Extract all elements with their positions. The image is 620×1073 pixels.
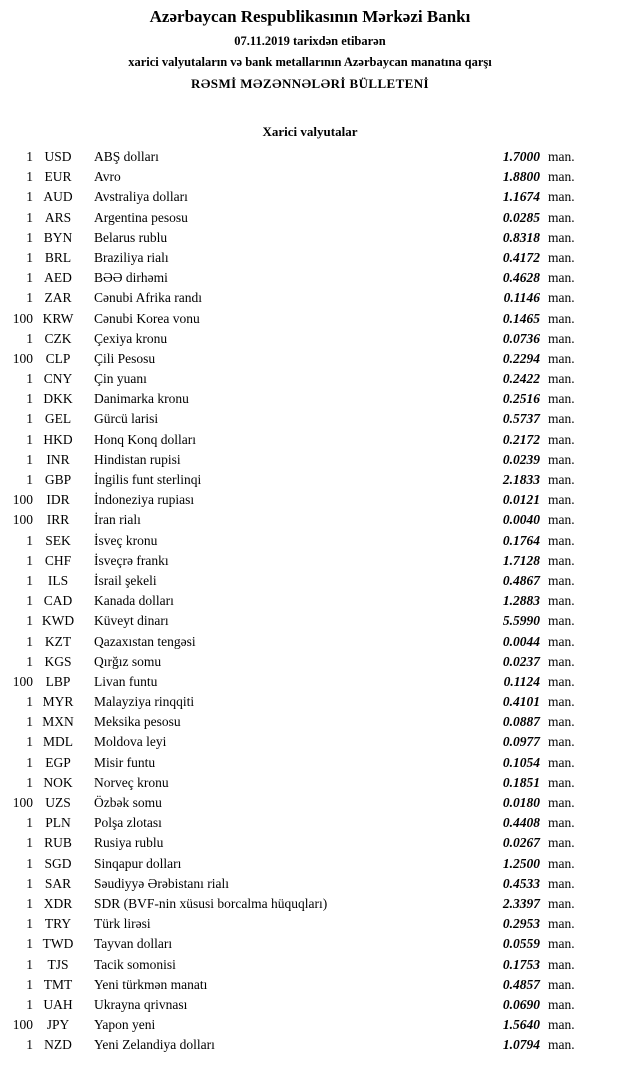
- rate-name: Hindistan rupisi: [94, 451, 181, 467]
- rate-code: DKK: [43, 391, 73, 407]
- bulletin-title: RƏSMİ MƏZƏNNƏLƏRİ BÜLLETENİ: [191, 76, 429, 91]
- rate-unit: man.: [548, 936, 575, 952]
- rate-qty: 1: [26, 916, 33, 932]
- rate-row: [10, 208, 582, 228]
- rate-row: [10, 309, 582, 329]
- rate-row: [10, 187, 582, 207]
- rate-qty: 1: [26, 371, 33, 387]
- rate-row: [10, 975, 582, 995]
- rate-unit: man.: [548, 532, 575, 548]
- rate-qty: 1: [26, 290, 33, 306]
- rate-name: İsrail şekeli: [94, 572, 157, 588]
- rate-value: 0.2172: [502, 431, 540, 447]
- rate-value: 0.1054: [502, 754, 540, 770]
- rate-value: 0.1753: [502, 956, 540, 972]
- rate-unit: man.: [548, 209, 575, 225]
- rate-value: 1.8800: [502, 169, 540, 185]
- rate-value: 1.5640: [502, 1017, 540, 1033]
- rate-code: BYN: [43, 229, 73, 245]
- rate-row: [10, 470, 582, 490]
- rate-code: IRR: [46, 512, 70, 528]
- rate-row: [10, 652, 582, 672]
- rate-code: XDR: [43, 895, 73, 911]
- rate-value: 0.4857: [502, 976, 540, 992]
- rate-name: Polşa zlotası: [94, 815, 162, 831]
- rate-value: 0.4867: [502, 572, 540, 588]
- rate-value: 0.0237: [502, 653, 540, 669]
- rate-unit: man.: [548, 916, 575, 932]
- rate-qty: 100: [12, 512, 33, 528]
- rate-code: KZT: [44, 633, 72, 649]
- rate-unit: man.: [548, 855, 575, 871]
- rate-qty: 1: [26, 270, 33, 286]
- rate-code: ARS: [44, 209, 72, 225]
- rate-row: [10, 490, 582, 510]
- bulletin-header: [0, 0, 620, 92]
- rate-code: USD: [44, 149, 72, 164]
- rate-name: Honq Konq dolları: [94, 431, 196, 447]
- rate-unit: man.: [548, 249, 575, 265]
- rate-value: 0.0267: [502, 835, 540, 851]
- rate-row: [10, 712, 582, 732]
- rate-name: Argentina pesosu: [94, 209, 188, 225]
- rate-name: İsveç kronu: [94, 532, 158, 548]
- rate-qty: 1: [26, 694, 33, 710]
- rate-qty: 1: [26, 774, 33, 790]
- rate-row: [10, 773, 582, 793]
- rate-qty: 1: [26, 613, 33, 629]
- rate-unit: man.: [548, 512, 575, 528]
- rate-code: MXN: [42, 714, 74, 730]
- rate-row: [10, 1015, 582, 1035]
- rates-table: [10, 147, 582, 1055]
- rate-code: CLP: [45, 350, 71, 366]
- rate-name: Çexiya kronu: [94, 330, 168, 346]
- rate-code: NZD: [44, 1037, 72, 1053]
- rate-unit: man.: [548, 774, 575, 790]
- rate-qty: 100: [12, 673, 33, 689]
- rate-code: PLN: [45, 815, 71, 831]
- rate-code: TRY: [44, 916, 72, 932]
- rate-qty: 100: [12, 492, 33, 508]
- rate-value: 0.0690: [502, 996, 540, 1012]
- rate-unit: man.: [548, 673, 575, 689]
- rate-value: 1.0794: [502, 1037, 540, 1053]
- rate-qty: 1: [26, 229, 33, 245]
- rate-unit: man.: [548, 835, 575, 851]
- rate-row: [10, 147, 582, 167]
- rate-qty: 1: [26, 593, 33, 609]
- rate-unit: man.: [548, 451, 575, 467]
- rate-name: Qırğız somu: [94, 653, 162, 669]
- rate-name: SDR (BVF-nin xüsusi borcalma hüquqları): [94, 895, 328, 911]
- rate-unit: man.: [548, 552, 575, 568]
- rate-code: TJS: [47, 956, 69, 972]
- rate-name: Avro: [94, 169, 121, 185]
- rate-qty: 1: [26, 996, 33, 1012]
- rate-qty: 1: [26, 149, 33, 164]
- rate-row: [10, 510, 582, 530]
- rate-code: TMT: [43, 976, 73, 992]
- rate-code: BRL: [44, 249, 72, 265]
- rate-row: [10, 369, 582, 389]
- rate-value: 0.0977: [502, 734, 540, 750]
- rate-name: BƏƏ dirhəmi: [94, 270, 168, 286]
- effective-date-line: 07.11.2019 tarixdən etibarən: [234, 34, 386, 48]
- rate-row: [10, 874, 582, 894]
- rate-name: Cənubi Afrika randı: [94, 290, 202, 306]
- rate-qty: 1: [26, 532, 33, 548]
- rate-value: 1.7128: [502, 552, 540, 568]
- rate-row: [10, 450, 582, 470]
- rate-row: [10, 632, 582, 652]
- rate-qty: 100: [12, 350, 33, 366]
- rate-value: 0.1124: [503, 673, 540, 689]
- rate-value: 0.2516: [502, 391, 540, 407]
- rate-code: ILS: [47, 572, 69, 588]
- rate-unit: man.: [548, 976, 575, 992]
- rate-qty: 1: [26, 1037, 33, 1053]
- rate-row: [10, 531, 582, 551]
- rate-value: 0.8318: [502, 229, 540, 245]
- rate-unit: man.: [548, 633, 575, 649]
- rate-value: 0.4408: [502, 815, 540, 831]
- rate-name: İran rialı: [94, 512, 141, 528]
- rate-unit: man.: [548, 795, 575, 810]
- rate-value: 0.2953: [502, 916, 540, 932]
- rate-code: KGS: [44, 653, 72, 669]
- rate-name: İsveçrə frankı: [94, 552, 169, 568]
- rate-code: ZAR: [44, 290, 72, 306]
- rate-unit: man.: [548, 593, 575, 609]
- rate-row: [10, 288, 582, 308]
- rate-name: Gürcü larisi: [94, 411, 159, 427]
- rate-name: Avstraliya dolları: [94, 189, 188, 205]
- rate-row: [10, 248, 582, 268]
- rate-value: 0.0559: [502, 936, 540, 952]
- rate-value: 1.7000: [502, 149, 540, 164]
- rate-unit: man.: [548, 270, 575, 286]
- rate-qty: 100: [12, 1017, 33, 1033]
- rate-row: [10, 611, 582, 631]
- rate-qty: 1: [26, 714, 33, 730]
- section-title-foreign-currencies: Xarici valyutalar: [262, 124, 358, 139]
- rate-code: NOK: [43, 774, 73, 790]
- rate-name: Belarus rublu: [94, 229, 168, 245]
- rate-unit: man.: [548, 996, 575, 1012]
- rate-name: Yeni Zelandiya dolları: [94, 1037, 215, 1053]
- rate-qty: 1: [26, 472, 33, 487]
- rate-code: LBP: [45, 673, 71, 689]
- rate-name: Misir funtu: [94, 754, 156, 770]
- rate-row: [10, 753, 582, 773]
- rate-row: [10, 692, 582, 712]
- rate-value: 0.2422: [502, 371, 540, 387]
- rate-unit: man.: [548, 1037, 575, 1053]
- rate-qty: 1: [26, 451, 33, 467]
- rate-unit: man.: [548, 734, 575, 750]
- rate-unit: man.: [548, 956, 575, 972]
- rate-qty: 1: [26, 633, 33, 649]
- rate-value: 0.5737: [502, 411, 540, 427]
- rate-code: GEL: [44, 411, 72, 427]
- rate-value: 0.0736: [502, 330, 540, 346]
- rate-code: SAR: [44, 875, 72, 891]
- rate-row: [10, 349, 582, 369]
- rate-qty: 1: [26, 552, 33, 568]
- rate-value: 0.0044: [502, 633, 540, 649]
- rate-unit: man.: [548, 169, 575, 185]
- rate-row: [10, 551, 582, 571]
- rate-value: 1.2500: [502, 855, 540, 871]
- rate-value: 0.1146: [503, 290, 540, 306]
- rate-value: 0.4101: [502, 694, 540, 710]
- rate-code: TWD: [42, 936, 74, 952]
- rate-qty: 1: [26, 815, 33, 831]
- rate-qty: 1: [26, 169, 33, 185]
- rate-qty: 1: [26, 936, 33, 952]
- rate-value: 0.4533: [502, 875, 540, 891]
- rate-row: [10, 833, 582, 853]
- rate-value: 0.4628: [502, 270, 540, 286]
- rate-code: CZK: [44, 330, 72, 346]
- rate-value: 5.5990: [502, 613, 540, 629]
- rate-code: CAD: [43, 593, 73, 609]
- rate-unit: man.: [548, 189, 575, 205]
- rate-code: AUD: [43, 189, 73, 205]
- rate-unit: man.: [548, 391, 575, 407]
- rate-unit: man.: [548, 492, 575, 508]
- rate-unit: man.: [548, 875, 575, 891]
- rate-name: Yeni türkmən manatı: [94, 976, 208, 992]
- rate-qty: 100: [12, 795, 33, 810]
- rate-qty: 1: [26, 209, 33, 225]
- rate-row: [10, 329, 582, 349]
- rate-qty: 1: [26, 411, 33, 427]
- rate-unit: man.: [548, 472, 575, 487]
- rate-name: Kanada dolları: [94, 593, 174, 609]
- rate-name: Norveç kronu: [94, 774, 169, 790]
- rate-unit: man.: [548, 149, 575, 164]
- rate-qty: 1: [26, 754, 33, 770]
- rate-value: 1.2883: [502, 593, 540, 609]
- rate-code: KWD: [41, 613, 75, 629]
- rate-row: [10, 894, 582, 914]
- rate-value: 0.1465: [502, 310, 540, 326]
- rate-unit: man.: [548, 1017, 575, 1033]
- bank-title: Azərbaycan Respublikasının Mərkəzi Bankı: [149, 7, 471, 26]
- rate-code: JPY: [46, 1017, 70, 1033]
- rate-unit: man.: [548, 411, 575, 427]
- rate-code: IDR: [46, 492, 70, 508]
- rate-qty: 1: [26, 734, 33, 750]
- rate-code: RUB: [44, 835, 72, 851]
- rate-name: Çin yuanı: [94, 371, 147, 387]
- rate-row: [10, 793, 582, 813]
- rate-name: Küveyt dinarı: [94, 613, 169, 629]
- rate-row: [10, 268, 582, 288]
- rate-name: Türk lirəsi: [94, 916, 151, 932]
- rate-name: Tacik somonisi: [94, 956, 176, 972]
- rate-code: UAH: [43, 996, 73, 1012]
- rate-unit: man.: [548, 754, 575, 770]
- rate-qty: 1: [26, 189, 33, 205]
- bulletin-subtitle: xarici valyutaların və bank metallarının Azərbaycan manatına qarşı: [128, 55, 492, 69]
- rate-name: Moldova leyi: [94, 734, 167, 750]
- rate-row: [10, 430, 582, 450]
- rate-unit: man.: [548, 229, 575, 245]
- rate-qty: 1: [26, 249, 33, 265]
- rate-name: ABŞ dolları: [94, 149, 159, 164]
- rate-value: 0.1764: [502, 532, 540, 548]
- rate-unit: man.: [548, 815, 575, 831]
- rate-row: [10, 409, 582, 429]
- rate-code: EGP: [45, 754, 71, 770]
- rate-unit: man.: [548, 371, 575, 387]
- rate-qty: 1: [26, 391, 33, 407]
- rate-code: MDL: [43, 734, 73, 750]
- rate-code: INR: [46, 451, 70, 467]
- rate-value: 0.0180: [502, 795, 540, 810]
- rate-name: Sinqapur dolları: [94, 855, 182, 871]
- rate-unit: man.: [548, 895, 575, 911]
- rate-code: SGD: [44, 855, 72, 871]
- rate-unit: man.: [548, 350, 575, 366]
- rate-value: 0.0121: [502, 492, 540, 508]
- rate-unit: man.: [548, 572, 575, 588]
- rate-row: [10, 732, 582, 752]
- rate-row: [10, 854, 582, 874]
- rate-qty: 1: [26, 855, 33, 871]
- rate-name: Livan funtu: [94, 673, 158, 689]
- rate-unit: man.: [548, 310, 575, 326]
- rate-name: Danimarka kronu: [94, 391, 189, 407]
- rate-code: CHF: [44, 552, 72, 568]
- rate-value: 1.1674: [502, 189, 540, 205]
- rate-qty: 1: [26, 330, 33, 346]
- rate-code: SEK: [45, 532, 71, 548]
- rate-value: 2.1833: [502, 472, 540, 487]
- rate-name: Malayziya rinqqiti: [94, 694, 195, 710]
- rate-name: Yapon yeni: [94, 1017, 156, 1033]
- rate-code: AED: [44, 270, 72, 286]
- rate-name: Meksika pesosu: [94, 714, 181, 730]
- rate-code: CNY: [43, 371, 73, 387]
- rate-row: [10, 995, 582, 1015]
- rate-value: 0.0285: [502, 209, 540, 225]
- rate-row: [10, 389, 582, 409]
- rate-value: 0.0887: [502, 714, 540, 730]
- rate-value: 0.0040: [502, 512, 540, 528]
- rate-qty: 1: [26, 875, 33, 891]
- rate-row: [10, 571, 582, 591]
- rate-code: UZS: [45, 795, 71, 810]
- rate-row: [10, 167, 582, 187]
- rate-name: Özbək somu: [94, 795, 162, 810]
- rate-code: KRW: [42, 310, 74, 326]
- rate-name: İngilis funt sterlinqi: [94, 472, 202, 487]
- rate-qty: 1: [26, 835, 33, 851]
- rate-row: [10, 813, 582, 833]
- rate-row: [10, 914, 582, 934]
- rate-qty: 1: [26, 572, 33, 588]
- rate-unit: man.: [548, 431, 575, 447]
- rate-row: [10, 228, 582, 248]
- rate-unit: man.: [548, 613, 575, 629]
- rate-qty: 1: [26, 976, 33, 992]
- rate-code: HKD: [43, 431, 73, 447]
- rate-name: Tayvan dolları: [94, 936, 173, 952]
- rate-name: Ukrayna qrivnası: [94, 996, 188, 1012]
- rate-value: 2.3397: [502, 895, 540, 911]
- rate-qty: 1: [26, 895, 33, 911]
- rate-unit: man.: [548, 714, 575, 730]
- rate-qty: 1: [26, 653, 33, 669]
- rate-name: Qazaxıstan tengəsi: [94, 633, 196, 649]
- rate-unit: man.: [548, 330, 575, 346]
- rate-name: Səudiyyə Ərəbistanı rialı: [94, 875, 229, 891]
- rate-code: EUR: [44, 169, 72, 185]
- rate-qty: 100: [12, 310, 33, 326]
- rate-code: MYR: [42, 694, 74, 710]
- rate-name: İndoneziya rupiası: [94, 492, 195, 508]
- rate-name: Cənubi Korea vonu: [94, 310, 200, 326]
- rate-row: [10, 955, 582, 975]
- rate-value: 0.2294: [502, 350, 540, 366]
- rate-name: Çili Pesosu: [94, 350, 156, 366]
- rate-value: 0.0239: [502, 451, 540, 467]
- rate-row: [10, 672, 582, 692]
- rate-qty: 1: [26, 431, 33, 447]
- rate-row: [10, 934, 582, 954]
- rate-name: Braziliya rialı: [94, 249, 169, 265]
- rate-qty: 1: [26, 956, 33, 972]
- rate-unit: man.: [548, 653, 575, 669]
- rate-unit: man.: [548, 290, 575, 306]
- rate-row: [10, 591, 582, 611]
- rate-value: 0.1851: [502, 774, 540, 790]
- rate-value: 0.4172: [502, 249, 540, 265]
- rate-row: [10, 1035, 582, 1055]
- rate-unit: man.: [548, 694, 575, 710]
- rate-code: GBP: [44, 472, 72, 487]
- rate-name: Rusiya rublu: [94, 835, 164, 851]
